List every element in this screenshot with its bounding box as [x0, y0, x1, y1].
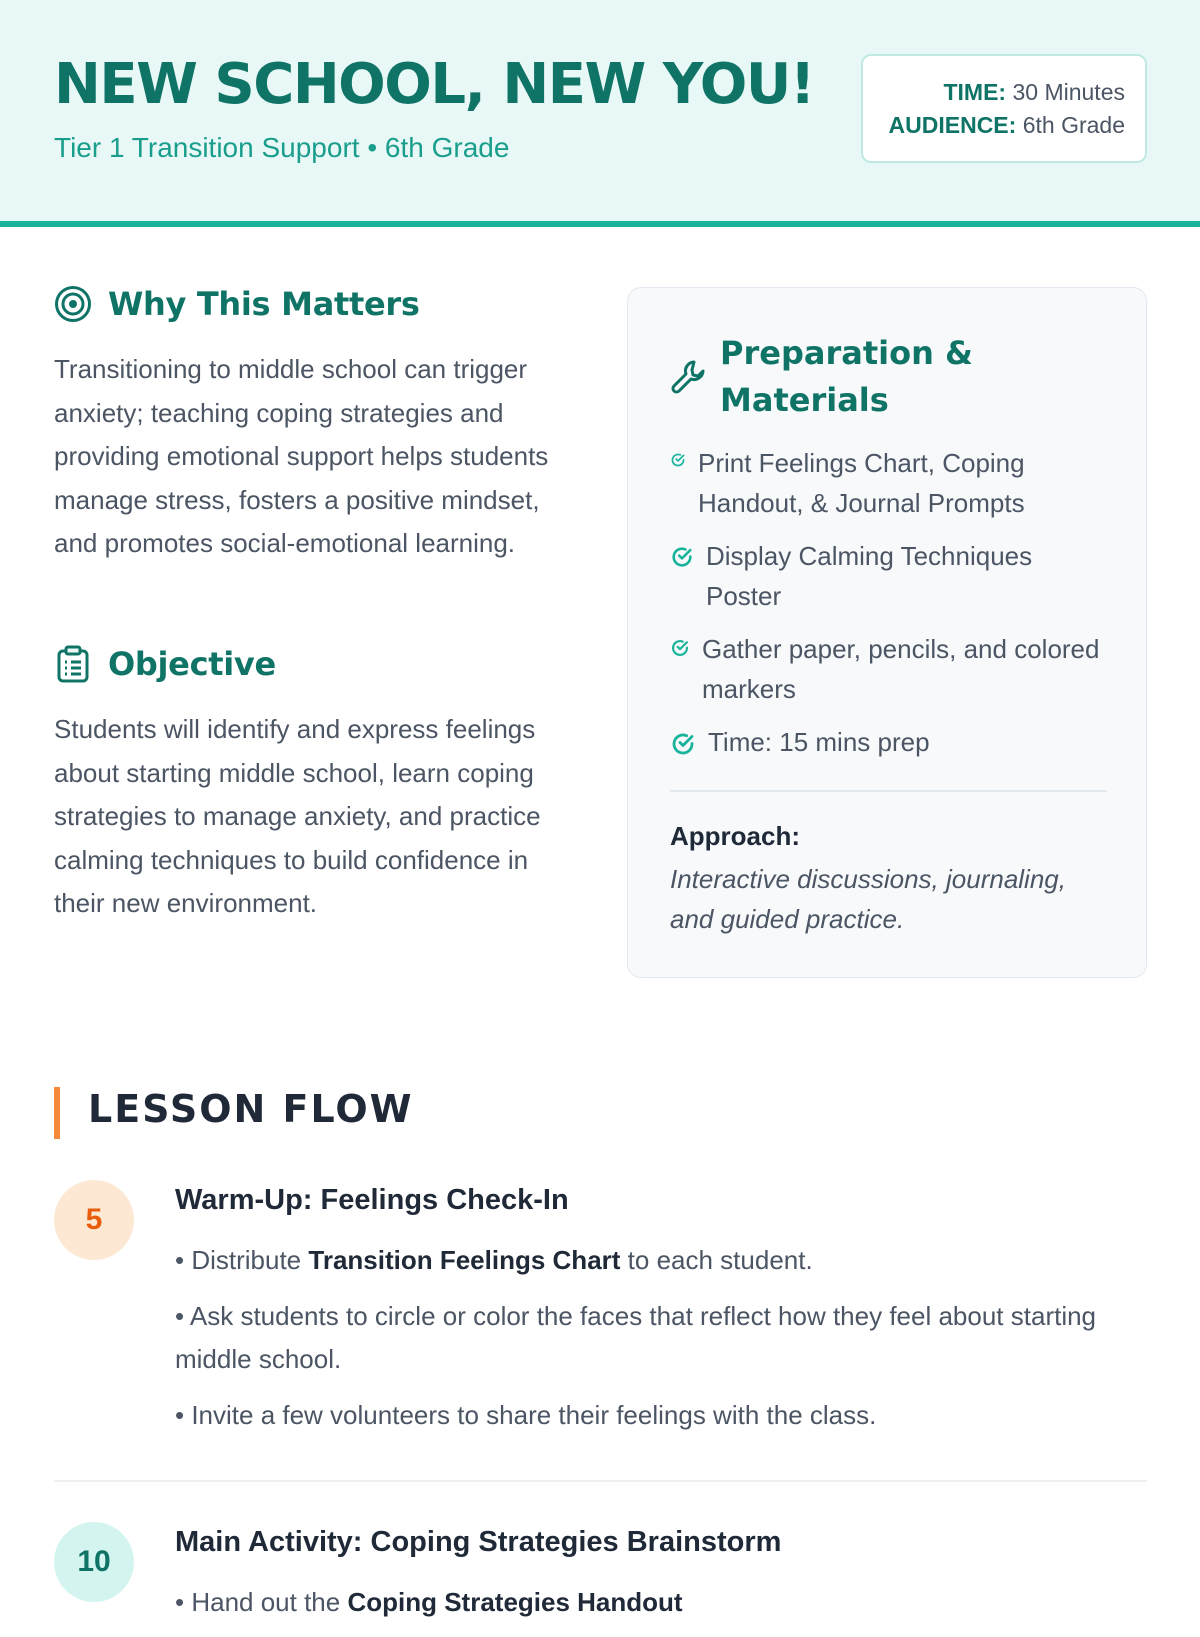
- materials-item-label: Gather paper, pencils, and colored markers: [702, 634, 1100, 704]
- materials-item-label: Print Feelings Chart, Coping Handout, & Journal Prompts: [698, 448, 1025, 518]
- time-row: [863, 76, 1125, 109]
- step-divider: [54, 1480, 1147, 1482]
- materials-item: [670, 629, 1110, 709]
- lesson-flow-title: LESSON FLOW: [88, 1087, 414, 1131]
- page-subtitle: Tier 1 Transition Support • 6th Grade: [54, 132, 510, 163]
- time-label: TIME:: [943, 79, 1007, 105]
- check-circle-icon: [670, 545, 694, 569]
- bullet-text: • Invite a few volunteers to share their feelings with the class.: [175, 1400, 877, 1430]
- step-duration-badge: 10: [54, 1522, 134, 1602]
- check-circle-icon: [670, 731, 696, 757]
- preparation-card: [627, 287, 1147, 978]
- step-bullet: [175, 1295, 1135, 1381]
- objective-heading: [54, 645, 276, 683]
- page-header: [0, 0, 1200, 227]
- why-text: Transitioning to middle school can trigger anxiety; teaching coping strategies and providing emotional support helps students manage stress, fosters a positive mindset, and promotes social-emotional learning.: [54, 354, 549, 558]
- lesson-meta-card: [861, 54, 1147, 163]
- bullet-text: • Distribute: [175, 1245, 309, 1275]
- divider: [670, 790, 1107, 792]
- audience-value: 6th Grade: [1022, 112, 1125, 138]
- clipboard-icon: [54, 645, 92, 683]
- lesson-flow-accent-bar: [54, 1087, 60, 1139]
- why-title: Why This Matters: [108, 285, 420, 323]
- materials-list: [670, 443, 1110, 775]
- bullet-text: • Hand out the: [175, 1587, 348, 1617]
- step-bullet: [175, 1581, 1135, 1624]
- audience-row: [863, 109, 1125, 142]
- step-duration-badge: 5: [54, 1180, 134, 1260]
- step-title: Warm-Up: Feelings Check-In: [175, 1184, 569, 1216]
- materials-item: [670, 443, 1110, 523]
- step-bullet: [175, 1239, 1135, 1282]
- why-heading: [54, 285, 420, 323]
- materials-item-label: Display Calming Techniques Poster: [706, 541, 1033, 611]
- materials-item-label: Time: 15 mins prep: [708, 727, 930, 757]
- materials-item: [670, 536, 1110, 616]
- step-bullet: [175, 1394, 1135, 1437]
- target-icon: [54, 285, 92, 323]
- audience-label: AUDIENCE:: [888, 112, 1017, 138]
- step-bullet-list: [175, 1581, 1135, 1637]
- approach-label: Approach:: [670, 821, 800, 851]
- preparation-title: Preparation & Materials: [720, 334, 973, 419]
- wrench-icon: [670, 358, 708, 396]
- check-circle-icon: [670, 452, 686, 468]
- bullet-bold-text: Transition Feelings Chart: [308, 1245, 621, 1275]
- objective-text: Students will identify and express feelings about starting middle school, learn coping strategies to manage anxiety, and practice calming techniques to build confidence in their new environment.: [54, 714, 541, 918]
- bullet-bold-text: Coping Strategies Handout: [347, 1587, 683, 1617]
- page-title: NEW SCHOOL, NEW YOU!: [54, 52, 814, 117]
- step-bullet-list: [175, 1239, 1135, 1450]
- materials-item: [670, 722, 1110, 762]
- objective-title: Objective: [108, 645, 276, 683]
- step-title: Main Activity: Coping Strategies Brainstorm: [175, 1526, 782, 1558]
- approach-text: Interactive discussions, journaling, and guided practice.: [670, 864, 1066, 934]
- bullet-text: • Ask students to circle or color the faces that reflect how they feel about starting middle school.: [175, 1301, 1097, 1374]
- bullet-text: to each student.: [620, 1245, 813, 1275]
- check-circle-icon: [670, 638, 690, 658]
- time-value: 30 Minutes: [1012, 79, 1125, 105]
